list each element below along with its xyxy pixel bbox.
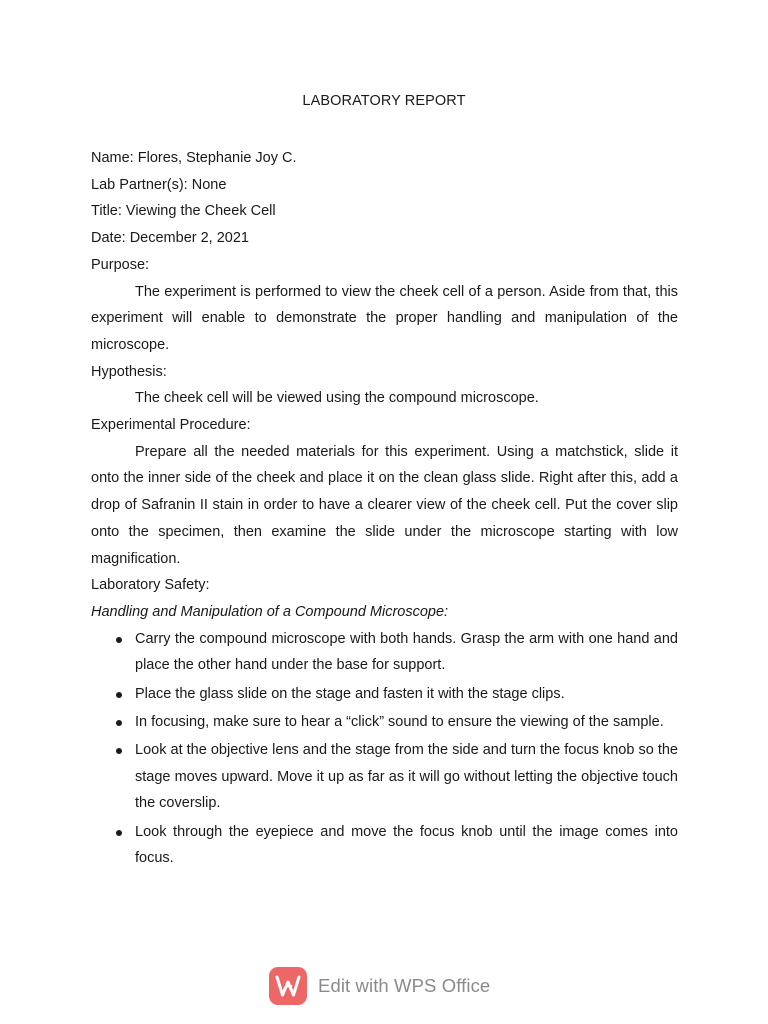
bullet-text: Place the glass slide on the stage and fasten it with the stage clips. (135, 685, 565, 702)
procedure-text: Prepare all the needed materials for this experiment. Using a matchstick, slide it onto the inner side of the cheek and place it on the clean glass slide. Right after this, add a drop of Safranin II stain in order to have a clearer view of the cheek cell. Put the cover slip onto the specimen, then examine the slide under the microscope starting with low magnification. (91, 443, 678, 567)
field-value: Viewing the Cheek Cell (121, 203, 276, 220)
safety-subheading: Handling and Manipulation of a Compound Microscope: (91, 603, 449, 620)
field-title (91, 198, 678, 225)
bullet-icon (116, 637, 122, 643)
bullet-icon (116, 692, 122, 698)
list-item (91, 626, 678, 679)
list-item (91, 737, 678, 817)
bullet-icon (116, 830, 122, 836)
hypothesis-heading: Hypothesis: (91, 363, 167, 380)
field-date (91, 225, 678, 252)
edit-with-wps-banner[interactable] (269, 966, 490, 1006)
list-item (91, 681, 678, 708)
wps-logo-icon (269, 967, 307, 1005)
purpose-heading: Purpose: (91, 256, 150, 273)
list-item (91, 819, 678, 872)
bullet-text: In focusing, make sure to hear a “click” sound to ensure the viewing of the sample. (135, 713, 664, 730)
report-body (91, 145, 678, 873)
field-value: December 2, 2021 (125, 230, 249, 247)
list-item (91, 709, 678, 736)
report-title: LABORATORY REPORT (302, 93, 466, 109)
bullet-text: Look through the eyepiece and move the focus knob until the image comes into focus. (135, 823, 678, 867)
bullet-icon (116, 748, 122, 754)
field-value: None (187, 176, 227, 193)
procedure-heading: Experimental Procedure: (91, 417, 251, 434)
field-value: Flores, Stephanie Joy C. (133, 150, 297, 166)
field-label: Lab Partner(s): (91, 176, 188, 193)
field-lab-partners (91, 172, 678, 199)
purpose-text: The experiment is performed to view the cheek cell of a person. Aside from that, this experiment will enable to demonstrate the proper handling and manipulation of the microscope. (91, 283, 678, 353)
hypothesis-text: The cheek cell will be viewed using the compound microscope. (135, 390, 539, 407)
safety-bullet-list (91, 626, 678, 872)
field-name (91, 145, 678, 172)
field-label: Title: (91, 203, 122, 220)
bullet-icon (116, 720, 122, 726)
bullet-text: Look at the objective lens and the stage from the side and turn the focus knob so the stage moves upward. Move it up as far as it will go without letting the objective touch the coverslip. (135, 741, 678, 812)
safety-heading: Laboratory Safety: (91, 577, 210, 594)
bullet-text: Carry the compound microscope with both hands. Grasp the arm with one hand and place the other hand under the base for support. (135, 630, 678, 674)
field-label: Date: (91, 230, 126, 247)
wps-footer-text: Edit with WPS Office (318, 975, 491, 996)
field-label: Name: (91, 150, 134, 166)
